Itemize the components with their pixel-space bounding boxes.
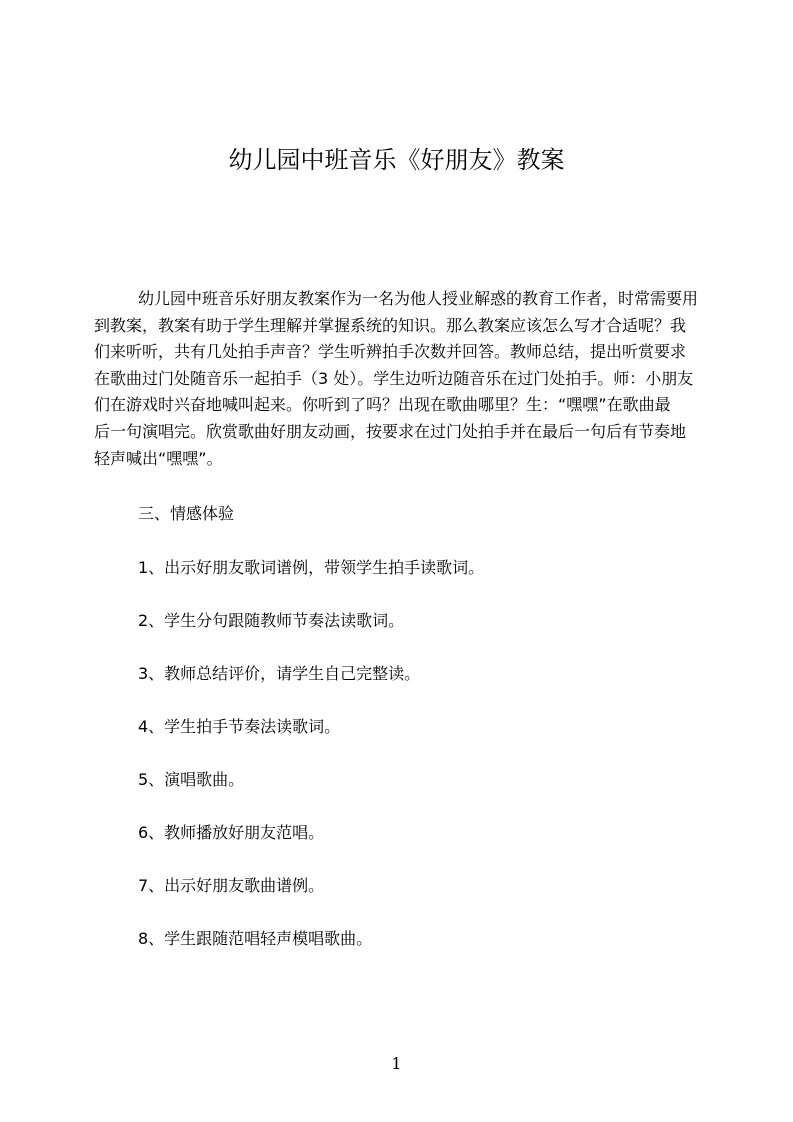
list-item: 5、演唱歌曲。 <box>138 770 245 789</box>
list-item: 8、学生跟随范唱轻声模唱歌曲。 <box>138 929 373 948</box>
intro-paragraph <box>94 286 700 472</box>
intro-line: 幼儿园中班音乐好朋友教案作为一名为他人授业解惑的教育工作者，时常需要用 <box>138 289 699 308</box>
intro-line: 到教案，教案有助于学生理解并掌握系统的知识。那么教案应该怎么写才合适呢？我 <box>94 315 687 335</box>
page-number: 1 <box>391 1054 402 1073</box>
list-item: 6、教师播放好朋友范唱。 <box>138 823 325 842</box>
list-item: 1、出示好朋友歌词谱例，带领学生拍手读歌词。 <box>138 558 485 577</box>
intro-line: 后一句演唱完。欣赏歌曲好朋友动画，按要求在过门处拍手并在最后一句后有节奏地 <box>94 421 687 441</box>
intro-line: 在歌曲过门处随音乐一起拍手（3 处）。学生边听边随音乐在过门处拍手。师：小朋友 <box>94 368 694 388</box>
list-item: 3、教师总结评价，请学生自己完整读。 <box>138 664 421 683</box>
section-heading: 三、情感体验 <box>138 504 235 523</box>
intro-line: 们来听听，共有几处拍手声音？学生听辨拍手次数并回答。教师总结，提出听赏要求 <box>94 342 687 362</box>
list-item: 4、学生拍手节奏法读歌词。 <box>138 717 341 736</box>
list-item: 2、学生分句跟随教师节奏法读歌词。 <box>138 611 405 630</box>
intro-line: 轻声喊出“嘿嘿”。 <box>94 448 223 468</box>
list-item: 7、出示好朋友歌曲谱例。 <box>138 876 325 895</box>
intro-line: 们在游戏时兴奋地喊叫起来。你听到了吗？出现在歌曲哪里？生：“嘿嘿”在歌曲最 <box>94 395 671 415</box>
document-title: 幼儿园中班音乐《好朋友》教案 <box>228 146 565 174</box>
